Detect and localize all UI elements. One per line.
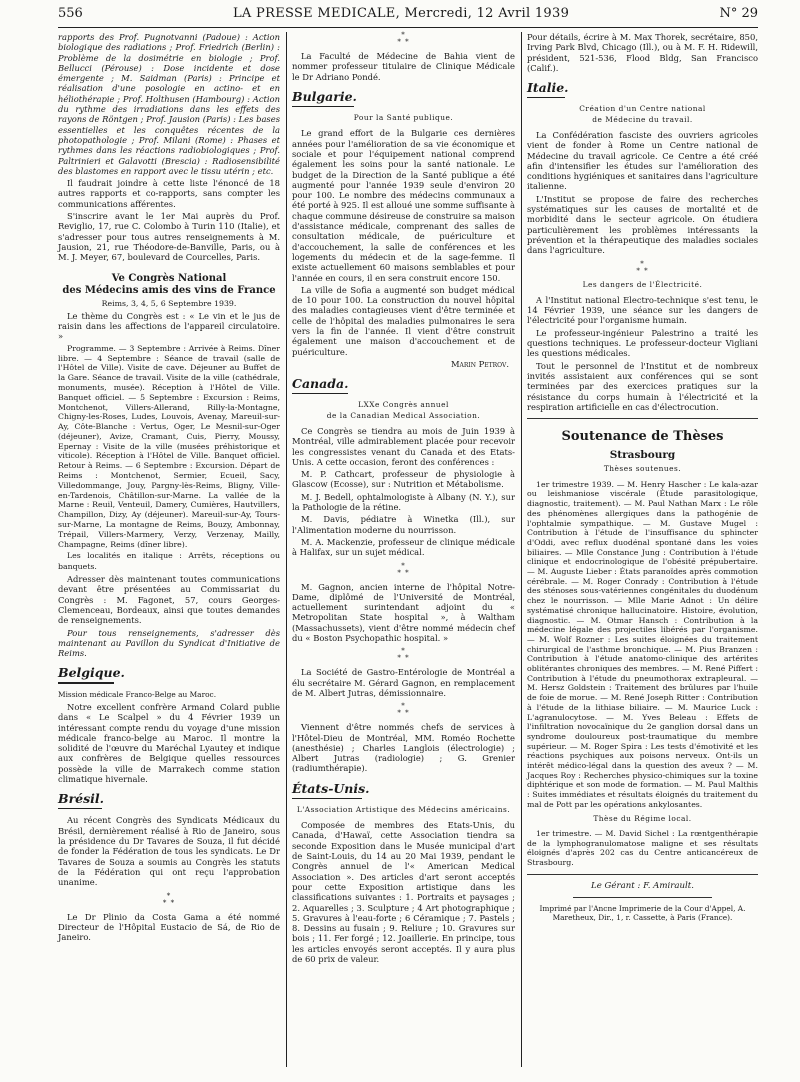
theses-list: 1er trimestre 1939. — M. Henry Hascher : Le kala-azar ou leishmaniose viscérale (Étude parasitologique, diagnostic, traitement). — M. Paul Nathan Marx : Le rôle des phénomènes allergiques dans la pathogénie de l'ophtalmie sympathique. — M. Gustave Mugel : Contribution à l'étude de l'insuffisance du sphincter d'Oddi, avec reflux duodénal spontané dans les voies biliaires. — Mlle Constance Jung : Contribution à l'étude clinique et endocrinologique de l'obésité prépubertaire. — M. Auguste Lieber : États paranoïdes après commotion cérébrale. — M. Roger Conrady : Contribution à l'étude des sténoses sous-vatériennes congénitales du duodénum chez le nourrisson. — Mlle Marie Adnot : Un délire systématisé chronique hallucinatoire. Histoire, évolution, diagnostic. — M. Otmar Hansch : Contribution à la médecine légale des projectiles libérés par l'organisme. — M. Wolf Rozner : Les suites éloignées du traitement chirurgical de l'asthme bronchique. — M. Pius Branzen : Contribution à l'étude anatomo-clinique des artérites oblitérantes chroniques des membres. — M. René Piffert : Contribution à l'étude du pneumothorax extrapleural. — M. Hersz Goldstein : Traitement des brûlures par l'huile de foie de morue. — M. René Joseph Ritter : Contribution à l'étude de la lithiase biliaire. — M. Maurice Luck : L'agranulocytose. — M. Yves Beleau : Effets de l'infiltration novocaïnique du 2e ganglion dorsal dans un syndrome douloureux post-traumatique du membre supérieur. — M. Roger Spira : Les tests d'émotivité et les réactions psychiques aux poisons nerveux. Ont-ils un intérêt médico-légal dans la question des aveux ? — M. Jacques Roy : Recherches physico-chimiques sur la toxine diphtérique et son mode de formation. — M. Paul Malthis : Suites immédiates et résultats éloignés du traitement du mal de Pott par les opérations ankylosantes. (527, 479, 758, 809)
column-1 (58, 32, 280, 944)
paragraph: Notre excellent confrère Armand Colard publie dans « Le Scalpel » du 4 Février 1939 un intéressant compte rendu du voyage d'une mission médicale franco-belge au Maroc. Il montre la solidité de l'œuvre du Maréchal Lyautey et indique aux confrères de Belgique quelles ressources possède la ville de Marrakech comme station climatique hivernale. (58, 701, 280, 784)
column-rule-2 (521, 32, 522, 1067)
section-subtitle: Les dangers de l'Électricité. (582, 279, 703, 289)
header-rule (58, 27, 758, 28)
section-title-italie: Italie. (527, 80, 569, 96)
paragraph: Le professeur-ingénieur Palestrino a traité les questions techniques. Le professeur-docteur Vigliani les questions médicales. (527, 327, 758, 359)
section-subtitle: Création d'un Centre national (579, 104, 706, 114)
paragraph: Le grand effort de la Bulgarie ces dernières années pour l'amélioration de sa vie économique et sociale et pour l'équipement national comprend également les soins pour la santé nationale. Le budget de la Direction de la Santé publique a été augmenté pour l'année 1939 seule d'environ 20 pour 100. Le nombre des médecins communaux a été porté à 925. Il est alloué une somme suffisante à chaque commune désireuse de construire sa maison d'assistance médicale, comprenant des salles de consultation médicale, de puériculture et d'accouchement, la salle de conférences et les logements du médecin et de la sage-femme. Il existe actuellement 60 maisons semblables et pour l'année en cours, il en sera construit encore 150. (292, 128, 515, 283)
paragraph: A l'Institut national Electro-technique s'est tenu, le 14 Février 1939, une séance sur les dangers de l'électricité pour l'organisme humain. (527, 294, 758, 326)
title-underline (58, 808, 102, 809)
section-title-etats-unis: États-Unis. (292, 780, 370, 796)
paragraph: M. J. Bedell, ophtalmologiste à Albany (N. Y.), sur la Pathologie de la rétine. (292, 491, 515, 513)
section-subtitle: Pour la Santé publique. (353, 113, 454, 123)
divider (527, 418, 758, 419)
section-subtitle: Thèses soutenues. (603, 464, 682, 474)
theses-heading: Soutenance de Thèses (561, 429, 724, 445)
journal-title: LA PRESSE MEDICALE, Mercredi, 12 Avril 1939 (233, 6, 570, 21)
city-heading: Strasbourg (609, 449, 676, 462)
section-subtitle: de Médecine du travail. (592, 114, 693, 124)
separator-stars: * * * (162, 891, 176, 907)
paragraph: Ce Congrès se tiendra au mois de Juin 1939 à Montréal, ville admirablement placée pour recevoir les congressistes venant du Canada et des Etats-Unis. A cette occasion, feront des conférences : (292, 425, 515, 467)
congress-title: Ve Congrès National (111, 272, 227, 284)
paragraph: Les localités en italique : Arrêts, réceptions ou banquets. (58, 551, 280, 571)
paragraph: Pour détails, écrire à M. Max Thorek, secrétaire, 850, Irving Park Blvd, Chicago (Ill.), ou à M. F. H. Ridewill, président, 521-536, Flood Bldg, San Francisco (Calif.). (527, 32, 758, 73)
paragraph: M. Davis, pédiatre à Winetka (Ill.), sur l'Alimentation moderne du nourrisson. (292, 514, 515, 535)
programme-paragraph: Programme. — 3 Septembre : Arrivée à Reims. Dîner libre. — 4 Septembre : Séance de travail (salle de l'Hôtel de Ville). Visite de cave. Déjeuner au Buffet de la Gare. Séance de travail. Visite de la ville (cathédrale, monuments, musée). Réception à l'Hôtel de Ville. Banquet officiel. — 5 Septembre : Excursion : Reims, Montchenot, Villers-Allerand, Rilly-la-Montagne, Chigny-les-Roses, Ludes, Louvois, Avenay, Mareuil-sur-Ay, Côte-Blanche : Vertus, Oger, Le Mesnil-sur-Oger (déjeuner), Avize, Cramant, Cuis, Pierry, Moussy, Epernay : Visite de la ville (musées préhistorique et viticole). Réception à l'Hôtel de Ville. Banquet officiel. Retour à Reims. — 6 Septembre : Excursion. Départ de Reims : Montchenot, Sermier, Ecueil, Sacy, Villedommange, Jouy, Pargny-lès-Reims, Bligny, Ville-en-Tardenois, Châtillon-sur-Marne. La vallée de la Marne : Reuil, Venteuil, Damery, Cumières, Hautvillers, Champillon, Dizy, Ay (déjeuner). Mareuil-sur-Ay, Tours-sur-Marne, La montagne de Reims, Bouzy, Ambonnay, Trépail, Villers-Marmery, Verzy, Verzenay, Mailly, Champagne, Reims (dîner libre). (58, 343, 280, 549)
section-subtitle: de la Canadian Medical Association. (326, 410, 481, 420)
congress-title: des Médecins amis des vins de France (62, 284, 276, 296)
title-underline (58, 682, 114, 683)
paragraph: Le thème du Congrès est : « Le vin et le jus de raisin dans les affections de l'appareil circulatoire. » (58, 310, 280, 342)
gerant-line: Le Gérant : F. Amirault. (591, 880, 694, 891)
separator-stars: * * * (397, 561, 410, 577)
section-subtitle: Thèse du Régime local. (593, 813, 692, 823)
paragraph: Adresser dès maintenant toutes communications devant être présentées au Commissariat du Congrès : M. Fagonet, 57, cours Georges-Clemenceau, Bordeaux, ainsi que toutes demandes de renseignements. (58, 574, 280, 626)
title-underline (292, 393, 348, 394)
paragraph: Pour tous renseignements, s'adresser dès maintenant au Pavillon du Syndicat d'Initiative de Reims. (58, 627, 280, 659)
paragraph: L'Institut se propose de faire des recherches systématiques sur les causes de mortalité et de morbidité dans le secteur agricole. On étudiera particulièrement les problèmes intéressants la prévention et la thérapeutique des maladies sociales dans l'agriculture. (527, 193, 758, 256)
paragraph: rapports des Prof. Pugnotvanni (Padoue) : Action biologique des radiations ; Prof. Friedrich (Berlin) : Problème de la dosimétrie en biologie ; Prof. Bellucci (Pérouse) : Dose incidente et dose émergente ; M. Saidman (Paris) : Principe et réalisation d'une posologie en actino- et en héliothérapie ; Prof. Holthusen (Hambourg) : Action du rythme des irradiations dans les effets des rayons de Röntgen ; Prof. Jausion (Paris) : Les bases essentielles et les conquêtes récentes de la photopathologie ; Prof. Milani (Rome) : Phases et rythmes dans les réactions radiobiologiques ; Prof. Paltrinieri et Galavotti (Brescia) : Radiosensibilité des blastomes en rapport avec le tissu utérin ; etc. (58, 32, 280, 176)
separator-stars: * * * (636, 259, 649, 275)
title-underline (292, 798, 362, 799)
paragraph: 1er trimestre. — M. David Sichel : La rœntgenthérapie de la lymphogranulomatose maligne et ses résultats éloignés d'après 202 cas du Centre anticancéreux de Strasbourg. (527, 828, 758, 867)
column-2 (292, 32, 515, 966)
issue-number: N° 29 (719, 6, 758, 21)
separator-stars: * * * (397, 702, 410, 718)
title-underline (292, 106, 354, 107)
paragraph: Composée de membres des Etats-Unis, du Canada, d'Hawaï, cette Association tiendra sa seconde Exposition dans le Musée municipal d'art de Saint-Louis, du 14 au 20 Mai 1939, pendant le Congrès annuel de l'« American Medical Association ». Des articles d'art seront acceptés pour cette Exposition artistique dans les classifications suivantes : 1. Portraits et paysages ; 2. Aquarelles ; 3. Sculpture ; 4 Art photographique ; 5. Gravures à l'eau-forte ; 6 Céramique ; 7. Pastels ; 8. Dessins au fusain ; 9. Reliure ; 10. Gravures sur bois ; 11. Fer forgé ; 12. Joaillerie. En principe, tous les articles envoyés seront acceptés. Il y aura plus de 60 prix de valeur. (292, 820, 515, 965)
congress-dates: Reims, 3, 4, 5, 6 Septembre 1939. (101, 298, 237, 308)
column-rule-1 (286, 32, 287, 1067)
paragraph: La Faculté de Médecine de Bahia vient de nommer professeur titulaire de Clinique Médicale le Dr Adriano Pondé. (292, 51, 515, 82)
paragraph: M. A. Mackenzie, professeur de clinique médicale à Halifax, sur un sujet médical. (292, 536, 515, 558)
divider (527, 874, 758, 875)
paragraph: Il faudrait joindre à cette liste l'énoncé de 18 autres rapports et co-rapports, sans compter les communications afférentes. (58, 178, 280, 209)
paragraph: Le Dr Plinio da Costa Gama a été nommé Directeur de l'Hôpital Eustacio de Sá, de Rio de Janeiro. (58, 911, 280, 943)
paragraph: Au récent Congrès des Syndicats Médicaux du Brésil, dernièrement réalisé à Rio de Janeiro, sous la présidence du Dr Tavares de Souza, il fut décidé de fonder la Fédération de tous les syndicats. Le Dr Tavares de Souza a soumis au Congrès les statuts de la Fédération qui ont reçu l'approbation unanime. (58, 815, 280, 888)
congress-heading (58, 273, 280, 297)
paragraph: Tout le personnel de l'Institut et de nombreux invités assistaient aux conférences qui se sont terminées par des exercices pratiques sur la résistance du corps humain à l'électricité et la respiration artificielle en cas d'électrocution. (527, 360, 758, 412)
paragraph: La Confédération fasciste des ouvriers agricoles vient de fonder à Rome un Centre national de Médecine du travail agricole. Ce Centre a été créé afin d'intensifier les études sur l'amélioration des conditions hygiéniques et sanitaires dans l'agriculture italienne. (527, 129, 758, 192)
column-3 (527, 32, 758, 923)
paragraph: Viennent d'être nommés chefs de services à l'Hôtel-Dieu de Montréal, MM. Roméo Rochette (anesthésie) ; Charles Langlois (électrologie) ; Albert Jutras (radiologie) ; G. Grenier (radiumthérapie). (292, 722, 515, 774)
section-title-canada: Canada. (292, 376, 349, 392)
paragraph: La Société de Gastro-Entérologie de Montréal a élu secrétaire M. Gérard Gagnon, en remplacement de M. Albert Jutras, démissionnaire. (292, 667, 515, 698)
signature: Marin Petrov. (450, 358, 509, 369)
title-underline (527, 97, 565, 98)
paragraph: M. Gagnon, ancien interne de l'hôpital Notre-Dame, diplômé de l'Université de Montréal, actuellement surintendant adjoint du « Metropolitan State hospital », à Waltham (Massachussets), vient d'être nommé médecin chef du « Boston Psychopathic hospital. » (292, 581, 515, 644)
paragraph: La ville de Sofia a augmenté son budget médical de 10 pour 100. La construction du nouvel hôpital des maladies contagieuses vient d'être terminée et celle de l'hôpital des maladies pulmonaires le sera vers la fin de l'année. Il vient d'être construit également une maison d'accouchement et de puériculture. (292, 284, 515, 357)
section-title-belgique: Belgique. (58, 665, 125, 681)
page-header (58, 6, 758, 26)
divider (573, 897, 712, 898)
section-subtitle: L'Association Artistique des Médecins américains. (296, 804, 511, 814)
separator-stars: * * * (397, 31, 410, 46)
section-title-bulgarie: Bulgarie. (292, 88, 357, 104)
section-subtitle: LXXe Congrès annuel (358, 400, 449, 410)
page-number: 556 (58, 6, 83, 21)
separator-stars: * * * (397, 647, 410, 663)
paragraph: S'inscrire avant le 1er Mai auprès du Prof. Reviglio, 17, rue C. Colombo à Turin 110 (Italie), et s'adresser pour tous autres renseignements à M. Jausion, 21, rue Théodore-de-Banville, Paris, ou à M. J. Meyer, 67, boulevard de Courcelles, Paris. (58, 211, 280, 263)
imprint: Imprimé par l'Ancne Imprimerie de la Cour d'Appel, A. Maretheux, Dir., 1, r. Cassette, à Paris (France). (539, 904, 746, 923)
section-title-bresil: Brésil. (58, 791, 104, 807)
section-subtitle: Mission médicale Franco-Belge au Maroc. (58, 689, 217, 699)
paragraph: M. P. Cathcart, professeur de physiologie à Glascow (Ecosse), sur : Nutrition et Métabolisme. (292, 469, 515, 490)
